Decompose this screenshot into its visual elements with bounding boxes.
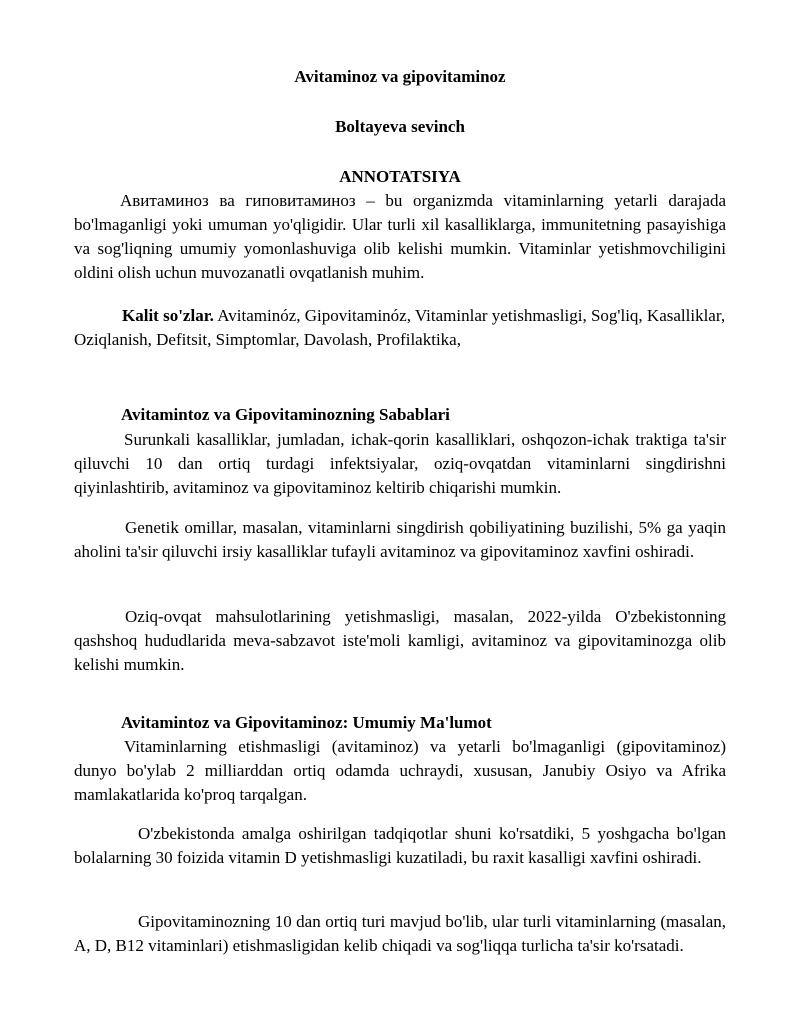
causes-paragraph-2: Genetik omillar, masalan, vitaminlarni singdirish qobiliyatining buzilishi, 5% ga yaqin aholini ta'sir qiluvchi irsiy kasalliklar tufayli avitaminoz va gipovitaminoz xavfini oshiradi.	[74, 518, 726, 561]
annotation-heading: ANNOTATSIYA	[339, 167, 461, 186]
overview-paragraph-2: O'zbekistonda amalga oshirilgan tadqiqotlar shuni ko'rsatdiki, 5 yoshgacha bo'lgan bolalarning 30 foizida vitamin D yetishmasligi kuzatiladi, bu raxit kasalligi xavfini oshiradi.	[74, 824, 726, 867]
keywords-label: Kalit so'zlar.	[122, 306, 214, 325]
annotation-text: Авитаминоз ва гиповитаминоз – bu organizmda vitaminlarning yetarli darajada bo'lmaganligi yoki umuman yo'qligidir. Ular turli xil kasalliklarga, immunitetning pasayishiga va sog'liqning umumiy yomonlashuviga olib kelishi mumkin. Vitaminlar yetishmovchiligini oldini olish uchun muvozanatli ovqatlanish muhim.	[74, 191, 726, 282]
author-name: Boltayeva sevinch	[335, 117, 465, 136]
section-heading-causes: Avitamintoz va Gipovitaminozning Sabablari	[121, 405, 450, 424]
section-heading-overview: Avitamintoz va Gipovitaminoz: Umumiy Ma'lumot	[121, 713, 492, 732]
overview-paragraph-1: Vitaminlarning etishmasligi (avitaminoz) va yetarli bo'lmaganligi (gipovitaminoz) dunyo bo'ylab 2 milliarddan ortiq odamda uchraydi, xususan, Janubiy Osiyo va Afrika mamlakatlarida ko'proq tarqalgan.	[74, 737, 726, 804]
overview-paragraph-3: Gipovitaminozning 10 dan ortiq turi mavjud bo'lib, ular turli vitaminlarning (masalan, A, D, B12 vitaminlari) etishmasligidan kelib chiqadi va sog'liqqa turlicha ta'sir ko'rsatadi.	[74, 912, 726, 955]
document-title: Avitaminoz va gipovitaminoz	[294, 67, 506, 86]
causes-paragraph-3: Oziq-ovqat mahsulotlarining yetishmasligi, masalan, 2022-yilda O'zbekistonning qashshoq hududlarida meva-sabzavot iste'moli kamligi, avitaminoz va gipovitaminozga olib kelishi mumkin.	[74, 607, 726, 674]
causes-paragraph-1: Surunkali kasalliklar, jumladan, ichak-qorin kasalliklari, oshqozon-ichak traktiga ta'sir qiluvchi 10 dan ortiq turdagi infektsiyalar, oziq-ovqatdan vitaminlarni singdirishni qiyinlashtirib, avitaminoz va gipovitaminoz keltirib chiqarishi mumkin.	[74, 430, 726, 497]
annotation-paragraph	[74, 189, 726, 285]
keywords-paragraph	[74, 304, 726, 352]
keywords-text: Avitaminóz, Gipovitaminóz, Vitaminlar yetishmasligi, Sog'liq, Kasalliklar, Oziqlanish, Defitsit, Simptomlar, Davolash, Profilaktika,	[74, 306, 726, 349]
